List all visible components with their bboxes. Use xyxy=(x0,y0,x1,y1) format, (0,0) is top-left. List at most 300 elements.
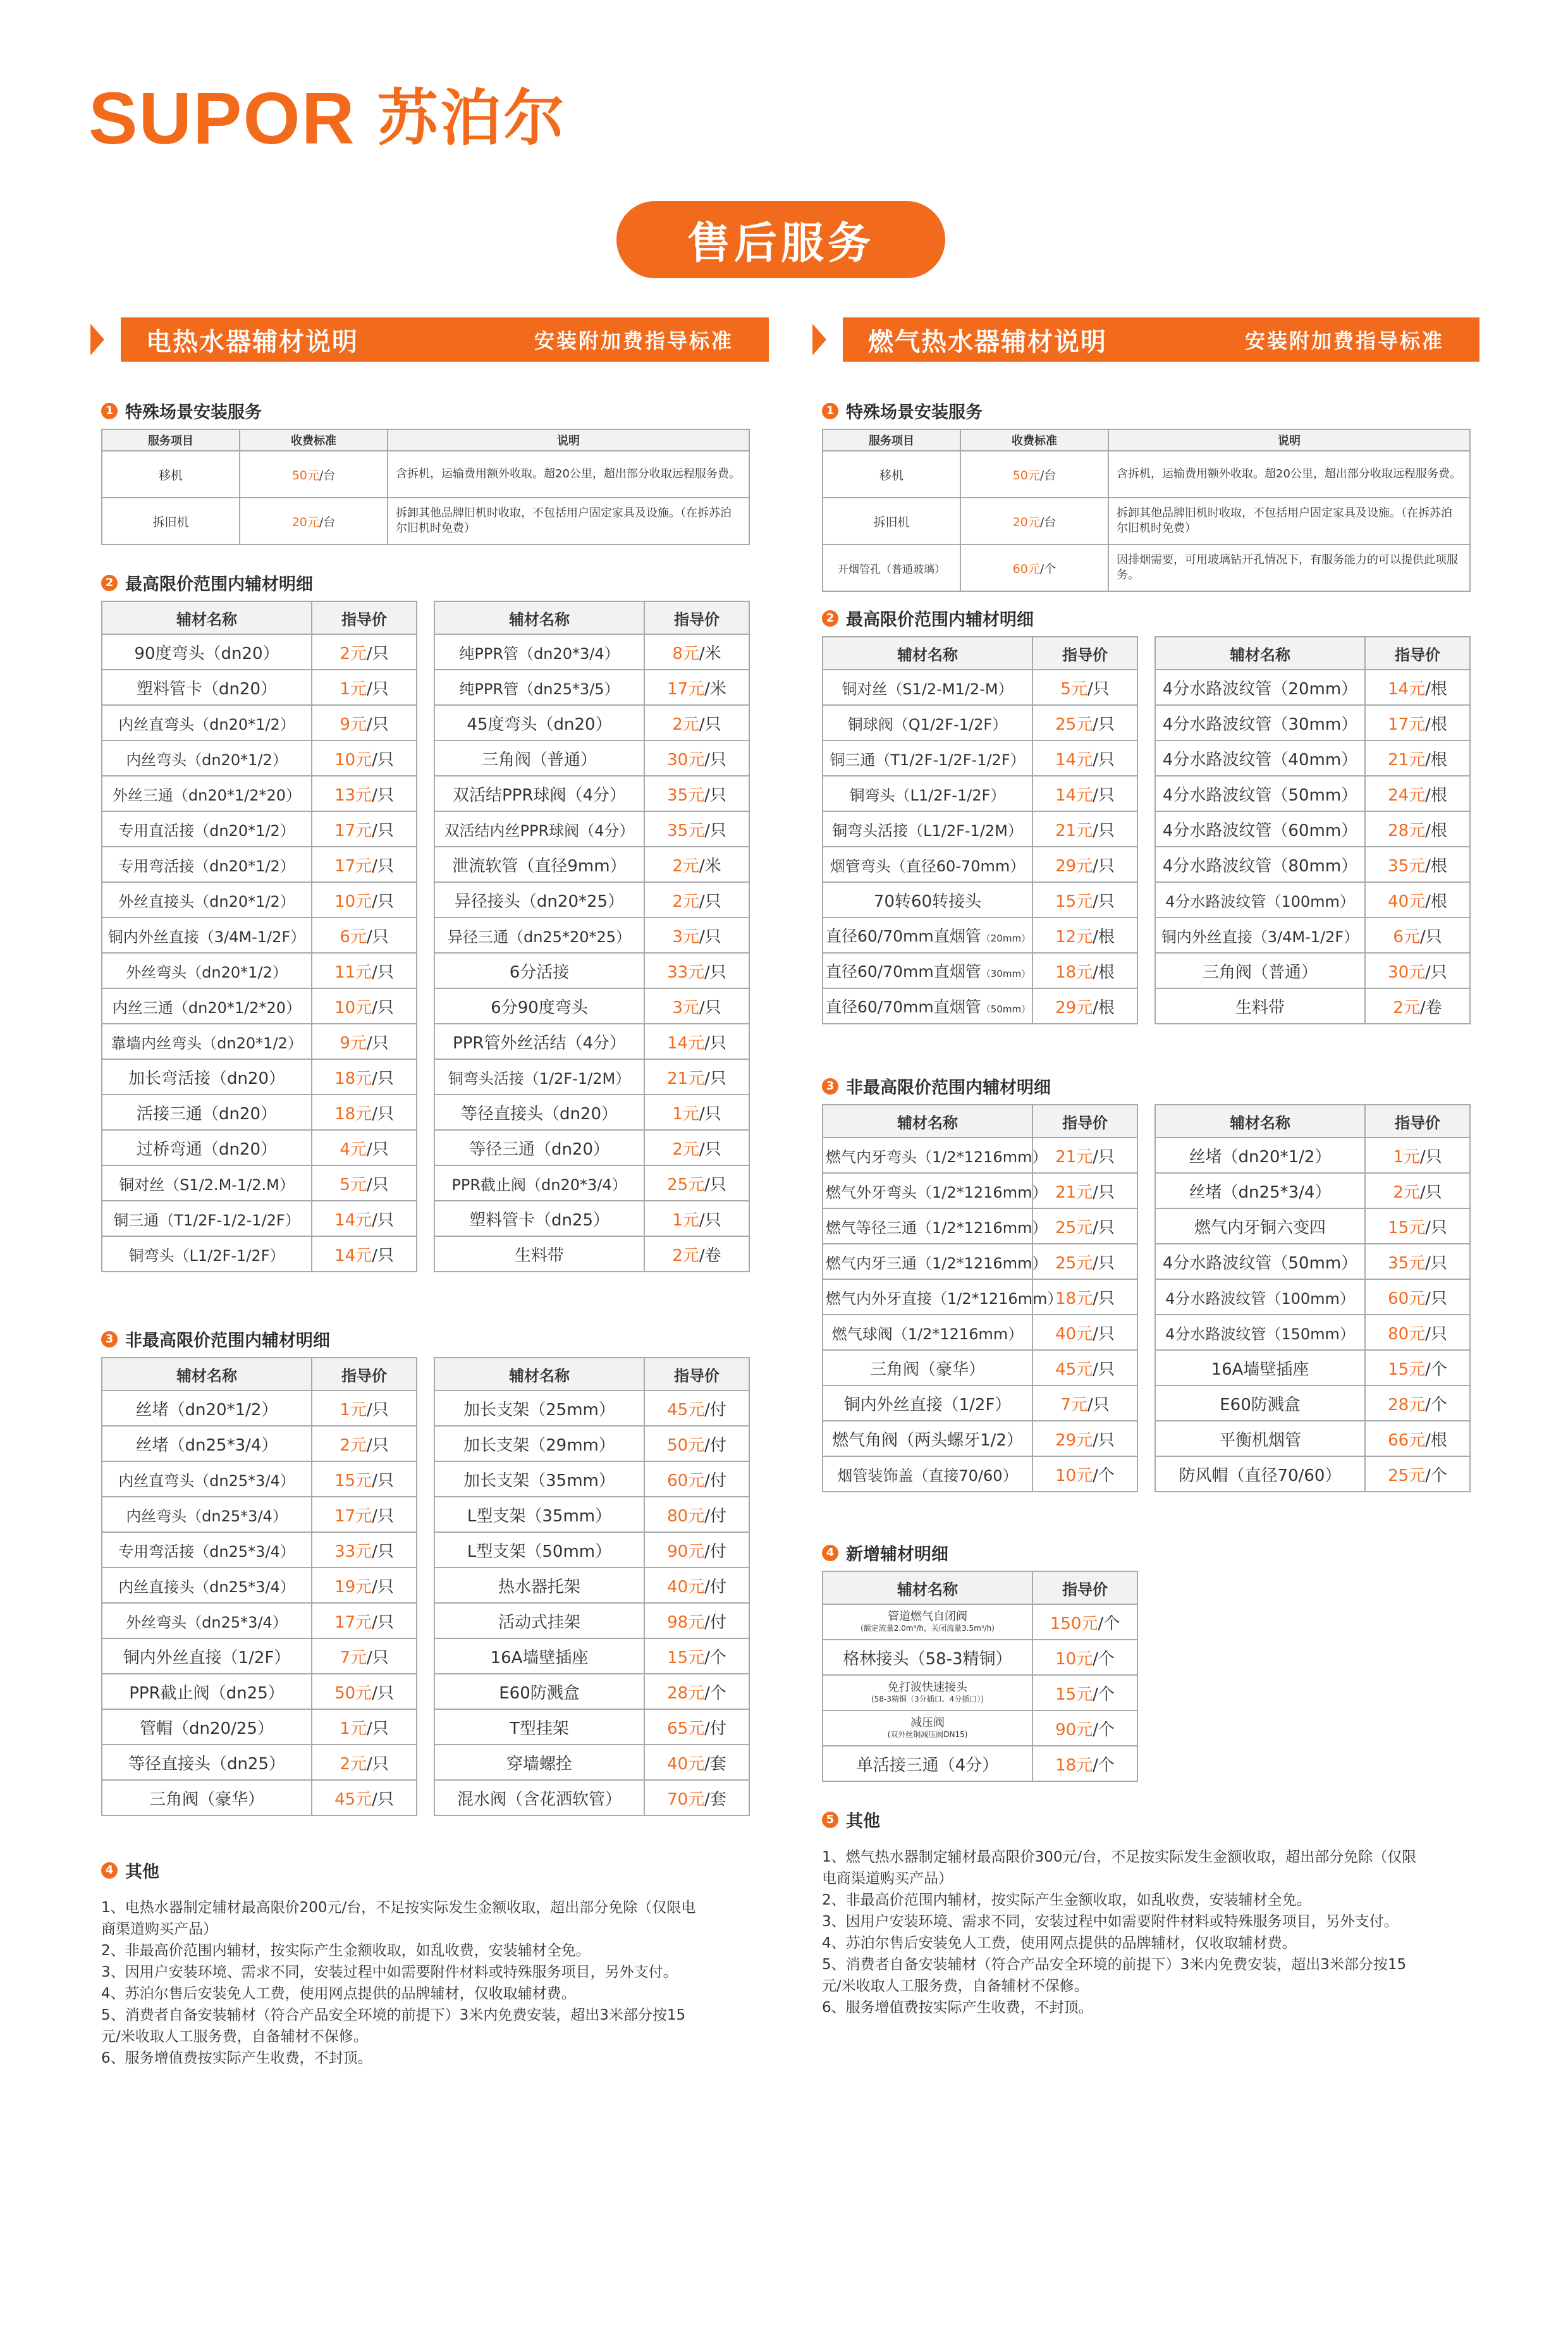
material-name-text: 铜三通（T1/2F-1/2-1/2F） xyxy=(113,1211,300,1229)
price-value: 28元 xyxy=(1388,821,1426,840)
table-row xyxy=(823,670,1137,705)
col-header: 辅材名称 xyxy=(823,1105,1032,1138)
col-header: 指导价 xyxy=(644,601,749,634)
material-price xyxy=(644,811,749,847)
material-name xyxy=(434,1390,644,1426)
price-value: 33元 xyxy=(334,1542,372,1561)
material-price xyxy=(1032,882,1137,918)
table-row xyxy=(434,1568,749,1603)
material-name-text: 专用弯活接（dn25*3/4） xyxy=(118,1542,295,1561)
material-name xyxy=(823,740,1032,776)
brand-logo xyxy=(89,77,567,159)
material-name-text: 内丝弯头（dn25*3/4） xyxy=(126,1507,288,1525)
price-value: 2元 xyxy=(672,715,699,734)
material-price xyxy=(644,740,749,776)
table-row xyxy=(1155,1173,1470,1208)
material-name-text: 直径60/70mm直烟管 xyxy=(826,927,981,945)
price-value: 33元 xyxy=(667,962,705,982)
material-name xyxy=(434,988,644,1024)
price-value: 60元 xyxy=(667,1471,705,1490)
material-price xyxy=(644,1059,749,1095)
price-value: 18元 xyxy=(334,1104,372,1124)
price-unit: /只 xyxy=(1419,1182,1442,1202)
service-price: 50元/台 xyxy=(240,451,388,498)
price-unit: /卷 xyxy=(1419,998,1442,1017)
price-unit: /只 xyxy=(372,750,394,770)
material-name-text: 丝堵（dn20*1/2） xyxy=(135,1400,278,1420)
price-value: 5元 xyxy=(340,1175,367,1194)
material-name-text: 加长支架（35mm） xyxy=(463,1471,615,1490)
material-name-text: 防风帽（直径70/60） xyxy=(1179,1466,1342,1485)
material-name-text: 免打波快速接头 xyxy=(888,1681,967,1695)
material-price xyxy=(644,1201,749,1236)
table-row xyxy=(823,1710,1137,1746)
material-name-text: 异径接头（dn20*25） xyxy=(454,892,625,911)
price-unit: /只 xyxy=(372,1506,394,1526)
price-value: 17元 xyxy=(334,821,372,840)
material-price xyxy=(644,1130,749,1165)
price-unit: /只 xyxy=(372,962,394,982)
material-name-text: 燃气外牙弯头（1/2*1216mm） xyxy=(826,1183,1048,1201)
material-price xyxy=(1032,740,1137,776)
price-unit: /套 xyxy=(704,1754,726,1774)
material-name-text: 铜对丝（S1/2-M1/2-M） xyxy=(842,680,1014,698)
price-unit: /只 xyxy=(704,962,726,982)
table-row xyxy=(823,498,1470,544)
note-line: 电商渠道购买产品） xyxy=(822,1870,953,1887)
price-unit: /个 xyxy=(704,1683,726,1703)
table-row xyxy=(823,776,1137,811)
material-name xyxy=(823,705,1032,740)
material-name-text: 丝堵（dn25*3/4） xyxy=(1189,1182,1332,1202)
material-name-text: 燃气球阀（1/2*1216mm） xyxy=(831,1325,1024,1343)
table-row xyxy=(434,1426,749,1461)
table-row xyxy=(823,811,1137,847)
price-unit: /根 xyxy=(1425,785,1447,805)
table-row xyxy=(823,882,1137,918)
material-name xyxy=(102,1568,312,1603)
table-row xyxy=(823,544,1470,591)
material-name-text: PPR截止阀（dn20*3/4） xyxy=(451,1176,627,1194)
price-value: 18元 xyxy=(1055,1755,1093,1775)
price-unit: /只 xyxy=(366,1033,389,1053)
material-name xyxy=(434,847,644,882)
material-name-text: 加长弯活接（dn20） xyxy=(128,1069,286,1088)
table-row xyxy=(434,1674,749,1709)
price-unit: /只 xyxy=(704,750,726,770)
material-name xyxy=(102,1497,312,1532)
material-name xyxy=(434,1059,644,1095)
material-name xyxy=(434,1709,644,1745)
material-name-text: 4分水路波纹管（60mm） xyxy=(1162,821,1358,840)
material-price xyxy=(644,953,749,988)
note-line: 4、苏泊尔售后安装免人工费，使用网点提供的品牌辅材，仅收取辅材费。 xyxy=(822,1935,1297,1951)
table-row xyxy=(434,1780,749,1815)
material-name-text: 外丝三通（dn20*1/2*20） xyxy=(112,786,302,804)
price-unit: /只 xyxy=(372,1471,394,1490)
material-name-text: 等径直接头（dn25） xyxy=(128,1754,286,1774)
right-s2-table-2 xyxy=(1155,636,1471,1024)
material-price xyxy=(644,1709,749,1745)
material-note: （30mm） xyxy=(981,968,1031,979)
material-name xyxy=(1155,740,1365,776)
material-table xyxy=(822,1104,1138,1492)
table-row xyxy=(823,705,1137,740)
table-row xyxy=(434,1095,749,1130)
price-unit: /根 xyxy=(1425,679,1447,699)
price-value: 10元 xyxy=(1055,1649,1093,1669)
left-s2-title: 最高限价范围内辅材明细 xyxy=(125,575,313,594)
material-name-text: 燃气内牙三通（1/2*1216mm） xyxy=(826,1254,1048,1272)
table-row xyxy=(102,1059,417,1095)
col-header: 指导价 xyxy=(312,1358,417,1390)
material-name xyxy=(102,1390,312,1426)
material-price xyxy=(644,1390,749,1426)
right-s4-title: 新增辅材明细 xyxy=(846,1545,948,1564)
price-value: 80元 xyxy=(667,1506,705,1526)
material-name-text: 内丝直弯头（dn20*1/2） xyxy=(118,715,295,734)
price-value: 150元 xyxy=(1050,1614,1098,1633)
table-row xyxy=(102,1426,417,1461)
price-unit: /付 xyxy=(704,1612,726,1632)
material-name-text: 4分水路波纹管（50mm） xyxy=(1162,1253,1358,1273)
material-name-text: 6分活接 xyxy=(509,962,570,982)
table-row xyxy=(434,740,749,776)
material-name xyxy=(1155,1138,1365,1173)
price-unit: /根 xyxy=(1093,962,1115,982)
left-s2-heading xyxy=(101,570,313,595)
table-row xyxy=(434,1390,749,1426)
table-row xyxy=(102,451,749,498)
table-row xyxy=(1155,847,1470,882)
table-row xyxy=(434,1236,749,1272)
price-value: 45元 xyxy=(667,1400,705,1420)
price-unit: /只 xyxy=(372,1069,394,1088)
service-desc: 因排烟需要，可用玻璃钻开孔情况下，有服务能力的可以提供此项服务。 xyxy=(1108,544,1470,591)
material-price xyxy=(644,1638,749,1674)
material-price xyxy=(644,1674,749,1709)
table-row xyxy=(434,1165,749,1201)
price-value: 14元 xyxy=(1055,785,1093,805)
col-header: 辅材名称 xyxy=(102,1358,312,1390)
price-unit: /米 xyxy=(704,679,726,699)
price-unit: /根 xyxy=(1093,927,1115,947)
material-price xyxy=(1032,1173,1137,1208)
left-s3-table-1 xyxy=(101,1357,417,1816)
price-unit: /个 xyxy=(1098,1614,1120,1633)
right-section-banner xyxy=(812,317,1479,362)
price-unit: /只 xyxy=(1425,1253,1447,1273)
material-price xyxy=(1365,1350,1470,1385)
table-row xyxy=(1155,1244,1470,1279)
material-name xyxy=(102,1745,312,1780)
material-name xyxy=(823,1456,1032,1492)
material-name xyxy=(1155,918,1365,953)
price-unit: /个 xyxy=(1425,1395,1447,1415)
material-name xyxy=(1155,953,1365,988)
price-unit: /只 xyxy=(1087,679,1110,699)
material-name-text: 铜弯头（L1/2F-1/2F） xyxy=(849,786,1006,804)
table-row xyxy=(102,1780,417,1815)
col-header: 指导价 xyxy=(1032,1105,1137,1138)
price-unit: /根 xyxy=(1093,998,1115,1017)
material-name xyxy=(1155,1385,1365,1421)
material-name-text: 丝堵（dn25*3/4） xyxy=(135,1435,278,1455)
col-header: 说明 xyxy=(388,429,749,451)
material-name-text: 靠墙内丝弯头（dn20*1/2） xyxy=(111,1034,303,1052)
material-price xyxy=(312,1095,417,1130)
price-unit: /只 xyxy=(699,1139,721,1159)
note-line: 1、电热水器制定辅材最高限价200元/台，不足按实际发生金额收取，超出部分免除（仅限电 xyxy=(101,1900,696,1916)
price-value: 1元 xyxy=(340,679,367,699)
material-price xyxy=(1032,776,1137,811)
price-value: 18元 xyxy=(334,1069,372,1088)
table-row xyxy=(1155,1315,1470,1350)
material-name xyxy=(434,670,644,705)
price-value: 29元 xyxy=(1055,856,1093,876)
price-value: 15元 xyxy=(1055,1685,1093,1704)
price-unit: /只 xyxy=(1093,1218,1115,1237)
table-row xyxy=(102,498,749,544)
table-row xyxy=(102,811,417,847)
material-table xyxy=(1155,1104,1471,1492)
material-name-text: 4分水路波纹管（40mm） xyxy=(1162,750,1358,770)
price-unit: /只 xyxy=(1093,1360,1115,1379)
material-table xyxy=(1155,636,1471,1024)
material-name xyxy=(434,1130,644,1165)
price-unit: /只 xyxy=(372,785,394,805)
material-price xyxy=(1032,988,1137,1024)
right-s3-table-1 xyxy=(822,1104,1138,1492)
price-unit: /只 xyxy=(704,821,726,840)
table-row xyxy=(102,1390,417,1426)
material-name xyxy=(434,1674,644,1709)
price-unit: /只 xyxy=(1425,1324,1447,1344)
table-row xyxy=(102,776,417,811)
price-value: 70元 xyxy=(667,1789,705,1809)
left-s3-table-2 xyxy=(434,1357,750,1816)
price-unit: /个 xyxy=(1093,1685,1115,1704)
price-value: 2元 xyxy=(1393,998,1420,1017)
price-value: 1元 xyxy=(672,1210,699,1230)
material-name xyxy=(823,1244,1048,1279)
material-name xyxy=(102,1095,312,1130)
table-row xyxy=(1155,1138,1470,1173)
material-name-text: 70转60转接头 xyxy=(873,892,982,911)
service-desc: 拆卸其他品牌旧机时收取，不包括用户固定家具及设施。（在拆苏泊尔旧机时免费） xyxy=(1108,498,1470,544)
material-table xyxy=(101,1357,417,1816)
price-value: 5元 xyxy=(1060,679,1087,699)
price-unit: /只 xyxy=(699,1210,721,1230)
material-price xyxy=(1365,1173,1470,1208)
material-name xyxy=(102,740,312,776)
material-name xyxy=(1155,882,1365,918)
material-name-text: 加长支架（25mm） xyxy=(463,1400,615,1420)
material-name xyxy=(434,1024,644,1059)
left-s4-title: 其他 xyxy=(125,1862,159,1882)
left-s2-table-2 xyxy=(434,601,750,1272)
price-unit: /只 xyxy=(372,1246,394,1265)
price-unit: /只 xyxy=(1093,750,1115,770)
price-unit: /米 xyxy=(699,856,721,876)
price-unit: /个 xyxy=(1093,1720,1115,1740)
price-value: 19元 xyxy=(334,1577,372,1597)
service-item: 移机 xyxy=(102,451,240,498)
material-name-text: 三角阀（普通） xyxy=(481,750,597,770)
material-name-text: 生料带 xyxy=(1235,998,1285,1017)
note-line: 元/米收取人工服务费，自备辅材不保修。 xyxy=(822,1978,1089,1994)
brand-logo-cn: 苏泊尔 xyxy=(377,83,567,154)
col-header: 辅材名称 xyxy=(102,601,312,634)
price-unit: /只 xyxy=(372,821,394,840)
left-section-banner xyxy=(90,317,769,362)
material-price xyxy=(312,988,417,1024)
material-price xyxy=(1365,705,1470,740)
price-value: 17元 xyxy=(667,679,705,699)
material-name xyxy=(102,1674,312,1709)
material-name xyxy=(102,1461,312,1497)
left-s4-heading xyxy=(101,1858,159,1882)
table-row xyxy=(102,882,417,918)
table-row xyxy=(1155,988,1470,1024)
material-name xyxy=(1155,988,1365,1024)
price-unit: /付 xyxy=(704,1400,726,1420)
material-name xyxy=(1155,847,1365,882)
material-price xyxy=(644,1780,749,1815)
material-price xyxy=(1032,1244,1137,1279)
price-unit: /只 xyxy=(1425,1289,1447,1308)
table-row xyxy=(102,1201,417,1236)
table-row xyxy=(823,1350,1137,1385)
material-name-text: L型支架（35mm） xyxy=(467,1506,612,1526)
material-name xyxy=(823,918,1032,953)
material-name-text: 外丝弯头（dn20*1/2） xyxy=(126,963,288,981)
price-value: 1元 xyxy=(672,1104,699,1124)
table-row xyxy=(434,1059,749,1095)
material-name-text: 单活接三通（4分） xyxy=(856,1755,999,1775)
table-row xyxy=(102,1674,417,1709)
table-row xyxy=(1155,811,1470,847)
table-row xyxy=(102,1745,417,1780)
col-header: 辅材名称 xyxy=(823,637,1032,670)
col-header: 辅材名称 xyxy=(434,601,644,634)
material-name-text: 4分水路波纹管（20mm） xyxy=(1162,679,1358,699)
section-number-badge: 2 xyxy=(101,575,118,591)
price-unit: /只 xyxy=(372,892,394,911)
price-unit: /只 xyxy=(1425,962,1447,982)
material-name xyxy=(102,1201,312,1236)
price-value: 25元 xyxy=(1055,715,1093,734)
material-price xyxy=(1365,1385,1470,1421)
material-name xyxy=(102,953,312,988)
price-value: 17元 xyxy=(334,1612,372,1632)
price-unit: /只 xyxy=(372,1210,394,1230)
table-row xyxy=(823,1385,1137,1421)
service-desc: 含拆机，运输费用额外收取。超20公里，超出部分收取远程服务费。 xyxy=(1108,451,1470,498)
table-row xyxy=(102,1603,417,1638)
col-header: 指导价 xyxy=(312,601,417,634)
material-name-text: 加长支架（29mm） xyxy=(463,1435,615,1455)
material-price xyxy=(1032,953,1137,988)
table-row xyxy=(1155,1350,1470,1385)
material-name xyxy=(1155,705,1365,740)
material-name-text: 双活结PPR球阀（4分） xyxy=(453,785,626,805)
material-name-text: 等径三通（dn20） xyxy=(469,1139,610,1159)
price-value: 7元 xyxy=(1060,1395,1087,1415)
price-unit: /只 xyxy=(366,644,389,663)
material-name xyxy=(823,1421,1032,1456)
price-unit: /根 xyxy=(1425,821,1447,840)
material-price xyxy=(644,1497,749,1532)
material-name-text: 管帽（dn20/25） xyxy=(140,1719,274,1738)
table-row xyxy=(1155,740,1470,776)
price-value: 18元 xyxy=(1055,962,1093,982)
material-name-text: PPR截止阀（dn25） xyxy=(129,1683,285,1703)
material-name-text: 铜弯头活接（L1/2F-1/2M） xyxy=(832,821,1023,840)
material-price xyxy=(644,705,749,740)
material-name xyxy=(434,740,644,776)
material-price xyxy=(312,1236,417,1272)
right-s1-heading xyxy=(822,398,983,423)
material-name xyxy=(102,1236,312,1272)
material-price xyxy=(644,1426,749,1461)
table-row xyxy=(102,1236,417,1272)
price-unit: /只 xyxy=(372,1104,394,1124)
price-value: 15元 xyxy=(1055,892,1093,911)
material-name xyxy=(102,882,312,918)
price-unit: /付 xyxy=(704,1506,726,1526)
price-value: 15元 xyxy=(334,1471,372,1490)
table-row xyxy=(434,1024,749,1059)
price-unit: /只 xyxy=(366,1139,389,1159)
material-name-text: 外丝直接头（dn20*1/2） xyxy=(118,892,295,911)
table-row xyxy=(823,451,1470,498)
service-price: 20元/台 xyxy=(960,498,1108,544)
material-price xyxy=(1032,918,1137,953)
material-name xyxy=(434,705,644,740)
material-price xyxy=(1032,705,1137,740)
material-name xyxy=(1155,670,1365,705)
material-name-text: 等径直接头（dn20） xyxy=(460,1104,618,1124)
material-name-text: 烟管弯头（直径60-70mm） xyxy=(830,857,1026,875)
material-name-text: 平衡机烟管 xyxy=(1218,1430,1301,1450)
material-name-text: 三角阀（豪华） xyxy=(869,1360,985,1379)
price-unit: /只 xyxy=(704,1175,726,1194)
material-name-text: 4分水路波纹管（150mm） xyxy=(1165,1325,1355,1343)
material-name-text: 生料带 xyxy=(514,1246,564,1265)
material-name xyxy=(823,811,1032,847)
material-name xyxy=(823,1746,1032,1781)
price-unit: /只 xyxy=(1093,1289,1115,1308)
material-price xyxy=(312,1024,417,1059)
left-s1-title: 特殊场景安装服务 xyxy=(125,403,262,422)
material-name-text: 4分水路波纹管（50mm） xyxy=(1162,785,1358,805)
material-price xyxy=(312,1130,417,1165)
table-row xyxy=(1155,882,1470,918)
price-unit: /根 xyxy=(1425,1430,1447,1450)
material-name xyxy=(102,1059,312,1095)
material-name xyxy=(434,1603,644,1638)
right-s3-title: 非最高限价范围内辅材明细 xyxy=(846,1078,1051,1098)
material-price xyxy=(644,1532,749,1568)
table-row xyxy=(434,1709,749,1745)
note-line: 4、苏泊尔售后安装免人工费，使用网点提供的品牌辅材，仅收取辅材费。 xyxy=(101,1986,576,2002)
table-row xyxy=(823,1244,1137,1279)
material-name-text: 铜球阀（Q1/2F-1/2F） xyxy=(847,715,1008,734)
material-name-text: 塑料管卡（dn20） xyxy=(136,679,278,699)
material-note: (58-3精铜（3分插口、4分插口）) xyxy=(871,1695,984,1704)
material-price xyxy=(1032,1675,1137,1710)
